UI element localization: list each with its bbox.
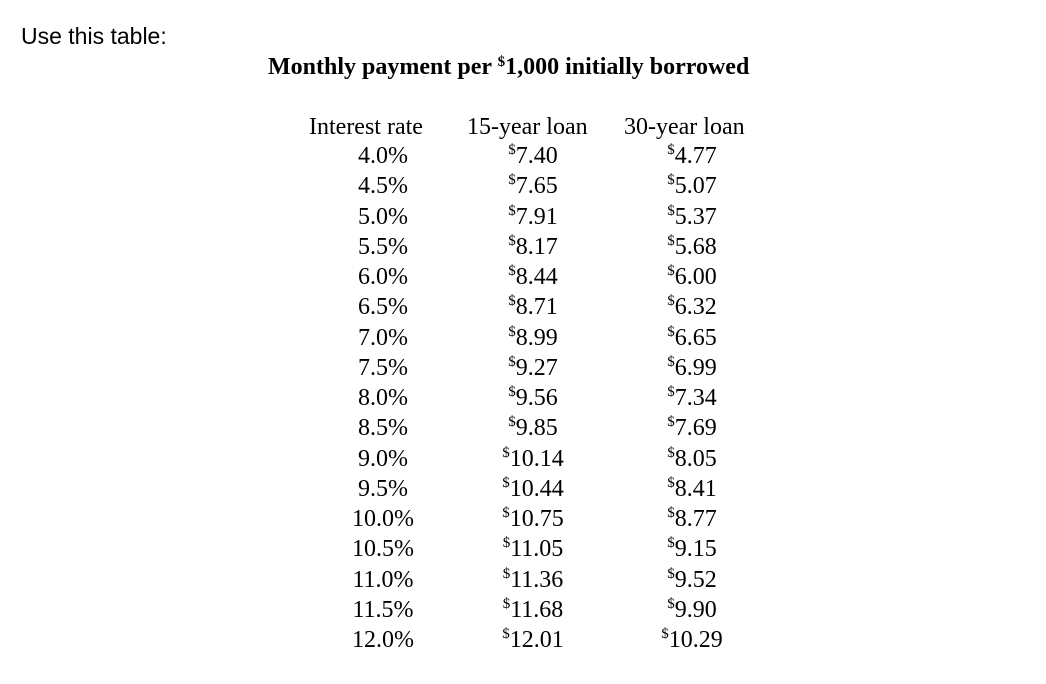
title-currency-symbol: $	[497, 54, 506, 70]
dollar-sign: $	[667, 384, 675, 400]
payment-amount: 8.17	[515, 233, 558, 260]
payment-amount: 7.40	[515, 143, 558, 169]
table-row	[0, 413, 1046, 443]
payment-30-year-cell	[637, 413, 747, 443]
title-text-before: Monthly payment per	[268, 54, 498, 80]
table-row	[0, 292, 1046, 322]
payment-15-year-cell	[478, 141, 588, 171]
interest-rate-cell: 5.0%	[358, 203, 408, 230]
dollar-sign: $	[667, 414, 675, 431]
payment-15-year-cell	[478, 474, 588, 504]
payment-amount: 9.85	[515, 415, 558, 442]
payment-amount: 10.14	[509, 445, 564, 472]
payment-amount: 8.41	[674, 475, 717, 502]
payment-amount: 9.56	[515, 385, 558, 411]
payment-15-year-cell	[478, 444, 588, 474]
payment-15-year-cell	[478, 323, 588, 353]
dollar-sign: $	[502, 535, 511, 552]
intro-text: Use this table:	[21, 23, 167, 49]
interest-rate-cell: 11.0%	[352, 566, 414, 593]
payment-amount: 7.69	[674, 415, 717, 442]
table-row	[0, 141, 1046, 171]
dollar-sign: $	[661, 626, 669, 642]
table-row	[0, 565, 1046, 595]
dollar-sign: $	[667, 172, 675, 189]
payment-30-year-cell	[637, 444, 747, 474]
dollar-sign: $	[667, 535, 675, 552]
interest-rate-cell: 11.5%	[352, 596, 414, 623]
header-15-year-loan: 15-year loan	[467, 114, 588, 140]
payment-30-year-cell	[637, 565, 747, 595]
payment-amount: 9.27	[515, 354, 558, 381]
payment-15-year-cell	[478, 292, 588, 322]
interest-rate-cell: 10.0%	[352, 506, 414, 532]
payment-30-year-cell	[637, 202, 747, 232]
payment-30-year-cell	[637, 534, 747, 564]
payment-amount: 8.99	[515, 324, 558, 351]
payment-amount: 8.05	[674, 445, 717, 472]
table-row	[0, 262, 1046, 292]
interest-rate-cell: 8.5%	[358, 415, 408, 442]
dollar-sign: $	[502, 626, 510, 642]
payment-15-year-cell	[478, 202, 588, 232]
dollar-sign: $	[508, 414, 516, 431]
payment-30-year-cell	[637, 262, 747, 292]
payment-15-year-cell	[478, 565, 588, 595]
dollar-sign: $	[502, 595, 511, 612]
dollar-sign: $	[667, 565, 675, 582]
payment-30-year-cell	[637, 141, 747, 171]
payment-amount: 11.36	[510, 566, 564, 593]
dollar-sign: $	[667, 595, 675, 612]
dollar-sign: $	[502, 444, 510, 461]
payment-15-year-cell	[478, 413, 588, 443]
interest-rate-cell: 4.0%	[358, 143, 408, 169]
payment-amount: 12.01	[509, 627, 564, 653]
dollar-sign: $	[508, 232, 516, 249]
dollar-sign: $	[508, 293, 516, 310]
header-interest-rate: Interest rate	[309, 114, 423, 140]
table-row	[0, 625, 1046, 655]
payment-15-year-cell	[478, 383, 588, 413]
table-title	[268, 52, 749, 82]
payment-15-year-cell	[478, 504, 588, 534]
payment-30-year-cell	[637, 504, 747, 534]
table-row	[0, 323, 1046, 353]
payment-30-year-cell	[637, 323, 747, 353]
payment-amount: 8.77	[674, 506, 717, 532]
table-row	[0, 504, 1046, 534]
dollar-sign: $	[667, 293, 675, 310]
payment-table-body	[0, 141, 1046, 655]
payment-15-year-cell	[478, 534, 588, 564]
interest-rate-cell: 4.5%	[358, 173, 408, 200]
payment-15-year-cell	[478, 595, 588, 625]
dollar-sign: $	[667, 202, 675, 219]
dollar-sign: $	[667, 444, 675, 461]
payment-30-year-cell	[637, 595, 747, 625]
payment-amount: 11.68	[510, 596, 564, 623]
table-row	[0, 171, 1046, 201]
payment-amount: 9.52	[674, 566, 717, 593]
interest-rate-cell: 6.0%	[358, 264, 408, 290]
dollar-sign: $	[667, 505, 675, 521]
interest-rate-cell: 9.5%	[358, 475, 408, 502]
interest-rate-cell: 5.5%	[358, 233, 408, 260]
payment-amount: 6.99	[674, 354, 717, 381]
interest-rate-cell: 9.0%	[358, 445, 408, 472]
interest-rate-cell: 12.0%	[352, 627, 414, 653]
payment-amount: 9.90	[674, 596, 717, 623]
table-row	[0, 534, 1046, 564]
payment-amount: 7.65	[515, 173, 558, 200]
interest-rate-cell: 7.0%	[358, 324, 408, 351]
dollar-sign: $	[667, 323, 675, 340]
dollar-sign: $	[508, 323, 516, 340]
dollar-sign: $	[508, 202, 516, 219]
payment-15-year-cell	[478, 353, 588, 383]
interest-rate-cell: 10.5%	[352, 536, 414, 563]
payment-30-year-cell	[637, 292, 747, 322]
payment-amount: 10.75	[509, 506, 564, 532]
payment-amount: 6.65	[674, 324, 717, 351]
table-row	[0, 353, 1046, 383]
dollar-sign: $	[667, 232, 675, 249]
dollar-sign: $	[508, 384, 516, 400]
payment-amount: 5.68	[674, 233, 717, 260]
payment-30-year-cell	[637, 625, 747, 655]
dollar-sign: $	[508, 263, 516, 279]
payment-amount: 6.00	[674, 264, 717, 290]
header-30-year-loan: 30-year loan	[624, 114, 745, 140]
payment-30-year-cell	[637, 232, 747, 262]
dollar-sign: $	[508, 142, 516, 158]
payment-30-year-cell	[637, 383, 747, 413]
payment-15-year-cell	[478, 171, 588, 201]
table-row	[0, 444, 1046, 474]
dollar-sign: $	[502, 474, 510, 491]
payment-amount: 10.29	[668, 627, 723, 653]
payment-15-year-cell	[478, 262, 588, 292]
interest-rate-cell: 7.5%	[358, 354, 408, 381]
title-text-after: 1,000 initially borrowed	[505, 54, 750, 80]
payment-amount: 4.77	[674, 143, 717, 169]
dollar-sign: $	[502, 565, 511, 582]
payment-amount: 6.32	[674, 294, 717, 321]
payment-30-year-cell	[637, 171, 747, 201]
interest-rate-cell: 8.0%	[358, 385, 408, 411]
dollar-sign: $	[667, 474, 675, 491]
table-row	[0, 232, 1046, 262]
dollar-sign: $	[667, 142, 675, 158]
payment-amount: 9.15	[674, 536, 717, 563]
dollar-sign: $	[667, 353, 675, 370]
dollar-sign: $	[508, 172, 516, 189]
payment-amount: 5.07	[674, 173, 717, 200]
interest-rate-cell: 6.5%	[358, 294, 408, 321]
payment-amount: 8.44	[515, 264, 558, 290]
payment-amount: 5.37	[674, 203, 717, 230]
payment-amount: 7.91	[515, 203, 558, 230]
payment-15-year-cell	[478, 625, 588, 655]
payment-30-year-cell	[637, 353, 747, 383]
payment-amount: 7.34	[674, 385, 717, 411]
dollar-sign: $	[502, 505, 510, 521]
table-row	[0, 383, 1046, 413]
table-row	[0, 474, 1046, 504]
table-row	[0, 595, 1046, 625]
payment-30-year-cell	[637, 474, 747, 504]
table-row	[0, 202, 1046, 232]
dollar-sign: $	[667, 263, 675, 279]
payment-15-year-cell	[478, 232, 588, 262]
payment-amount: 8.71	[515, 294, 558, 321]
dollar-sign: $	[508, 353, 516, 370]
payment-amount: 11.05	[510, 536, 564, 563]
payment-amount: 10.44	[509, 475, 564, 502]
